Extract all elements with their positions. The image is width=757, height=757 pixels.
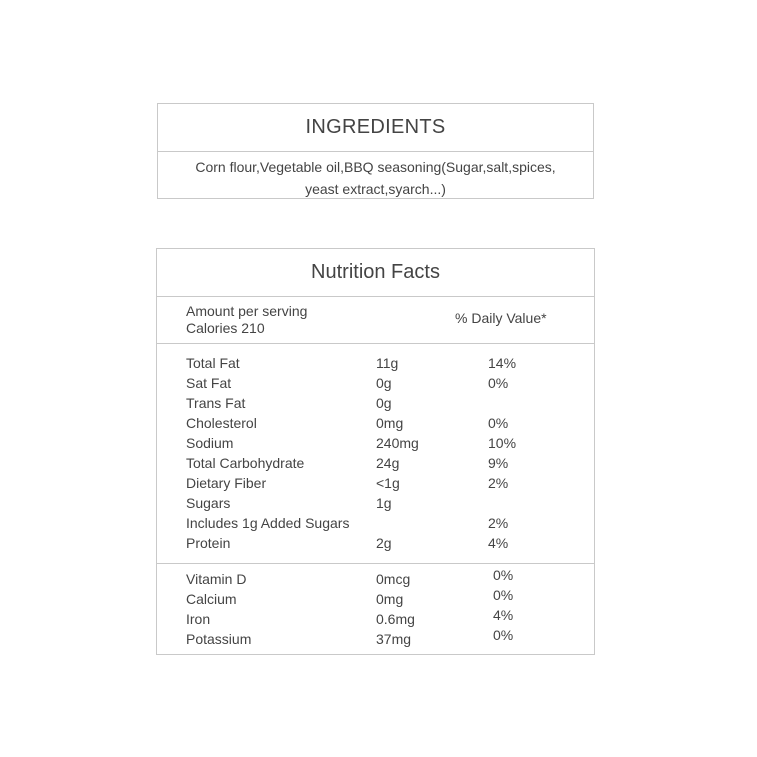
nutrient-name: Sugars <box>186 495 231 511</box>
vitamin-daily-value: 0% <box>493 587 514 603</box>
nutrient-name: Dietary Fiber <box>186 475 267 491</box>
nutrient-name: Includes 1g Added Sugars <box>186 515 350 531</box>
vitamin-daily-value: 4% <box>493 607 514 623</box>
amount-per-serving-label: Amount per serving <box>186 303 308 319</box>
nutrient-row <box>157 353 594 373</box>
nutrient-daily-value: 10% <box>488 435 517 451</box>
nutrient-daily-value: 0% <box>488 375 509 391</box>
vitamin-name: Potassium <box>186 631 252 647</box>
nutrient-name: Sat Fat <box>186 375 232 391</box>
nutrient-daily-value: 0% <box>488 415 509 431</box>
vitamin-table <box>157 564 594 656</box>
vitamin-amount: 0mcg <box>376 571 411 587</box>
nutrient-row <box>157 473 594 493</box>
vitamin-daily-value: 0% <box>493 627 514 643</box>
daily-value-header: % Daily Value* <box>455 310 547 326</box>
vitamin-amount: 37mg <box>376 631 412 647</box>
vitamin-daily-value: 0% <box>493 567 514 583</box>
ingredients-line-2: yeast extract,syarch...) <box>305 181 446 197</box>
nutrient-daily-value: 2% <box>488 515 509 531</box>
vitamin-amount: 0mg <box>376 591 404 607</box>
vitamin-row <box>157 569 594 589</box>
vitamin-row <box>157 629 594 649</box>
nutrient-amount: 24g <box>376 455 400 471</box>
nutrient-amount: 2g <box>376 535 392 551</box>
nutrition-header <box>157 297 594 344</box>
nutrient-name: Sodium <box>186 435 234 451</box>
nutrient-name: Protein <box>186 535 231 551</box>
nutrient-name: Cholesterol <box>186 415 257 431</box>
nutrient-row <box>157 373 594 393</box>
vitamin-row <box>157 609 594 629</box>
nutrient-amount: 0g <box>376 395 392 411</box>
serving-info <box>186 303 307 337</box>
nutrient-row <box>157 493 594 513</box>
nutrient-amount: 0mg <box>376 415 404 431</box>
nutrient-amount: 240mg <box>376 435 419 451</box>
ingredients-line-1: Corn flour,Vegetable oil,BBQ seasoning(Sugar,salt,spices, <box>195 159 556 175</box>
vitamin-name: Iron <box>186 611 211 627</box>
nutrient-amount: 1g <box>376 495 392 511</box>
nutrient-amount: 11g <box>376 355 399 371</box>
nutrient-name: Total Carbohydrate <box>186 455 305 471</box>
nutrient-amount: <1g <box>376 475 400 491</box>
vitamin-row <box>157 589 594 609</box>
nutrient-row <box>157 413 594 433</box>
nutrient-daily-value: 14% <box>488 355 517 371</box>
nutrition-facts-panel <box>156 248 595 655</box>
vitamin-name: Calcium <box>186 591 237 607</box>
nutrient-row <box>157 393 594 413</box>
ingredients-text <box>158 152 593 200</box>
nutrient-name: Total Fat <box>186 355 240 371</box>
vitamin-amount: 0.6mg <box>376 611 415 627</box>
nutrient-amount: 0g <box>376 375 392 391</box>
nutrient-row <box>157 533 594 553</box>
nutrient-daily-value: 4% <box>488 535 509 551</box>
ingredients-title: INGREDIENTS <box>158 104 593 152</box>
vitamin-name: Vitamin D <box>186 571 247 587</box>
nutrition-title: Nutrition Facts <box>157 249 594 297</box>
nutrient-daily-value: 2% <box>488 475 509 491</box>
nutrient-name: Trans Fat <box>186 395 246 411</box>
nutrient-table <box>157 344 594 564</box>
nutrient-row <box>157 453 594 473</box>
ingredients-panel <box>157 103 594 199</box>
nutrient-daily-value: 9% <box>488 455 509 471</box>
nutrient-row <box>157 433 594 453</box>
nutrient-row <box>157 513 594 533</box>
calories-label: Calories 210 <box>186 320 265 336</box>
